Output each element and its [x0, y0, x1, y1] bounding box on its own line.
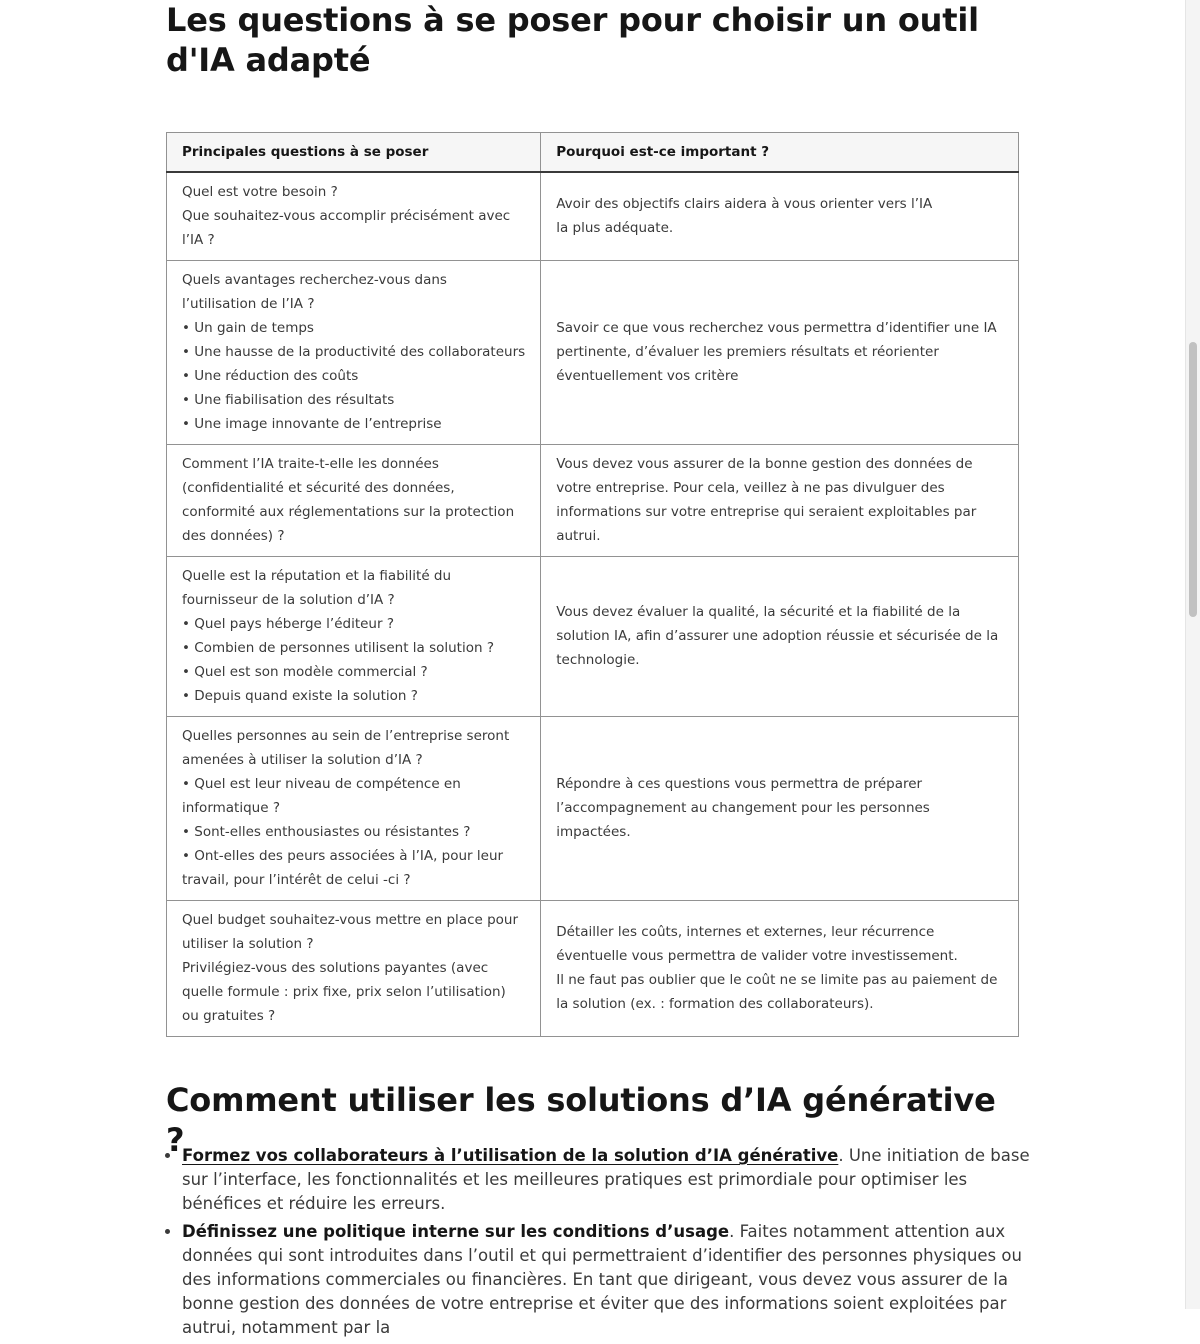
section-title-how-to-use-genai: Comment utiliser les solutions d’IA générative ? [166, 1081, 996, 1159]
cell-line: • Quel est leur niveau de compétence en informatique ? [182, 776, 461, 816]
usage-guidelines-list [166, 1144, 1034, 1344]
cell-line: • Depuis quand existe la solution ? [182, 688, 418, 704]
list-item [182, 1220, 1034, 1340]
table-row [167, 900, 1019, 1036]
cell-line: • Une fiabilisation des résultats [182, 392, 395, 408]
table-header-why: Pourquoi est-ce important ? [541, 133, 1019, 173]
cell-line: • Un gain de temps [182, 320, 314, 336]
cell-line: • Sont-elles enthousiastes ou résistantes ? [182, 824, 471, 840]
vertical-scrollbar[interactable] [1185, 0, 1200, 1309]
cell-line: • Une réduction des coûts [182, 368, 359, 384]
section-title-choose-ai-tool: Les questions à se poser pour choisir un outil d'IA adapté [166, 1, 979, 79]
table-cell-question [167, 716, 541, 900]
cell-line: Quelles personnes au sein de l’entreprise seront amenées à utiliser la solution d’IA ? [182, 728, 510, 768]
cell-line: Vous devez vous assurer de la bonne gestion des données de votre entreprise. Pour cela, veillez à ne pas divulguer des informations sur votre entreprise qui seraient exploitables par autrui. [556, 456, 977, 544]
table-cell-why [541, 716, 1019, 900]
list-item-text: . Une initiation de base sur l’interface, les fonctionnalités et les meilleures pratiques est primordiale pour optimiser les bénéfices et réduire les erreurs. [182, 1146, 1030, 1213]
list-item-lead: Définissez une politique interne sur les conditions d’usage [182, 1222, 730, 1241]
table-cell-question [167, 260, 541, 444]
cell-line: • Une hausse de la productivité des collaborateurs [182, 344, 526, 360]
cell-line: Quels avantages recherchez-vous dans l’utilisation de l’IA ? [182, 272, 447, 312]
table-header-row [167, 133, 1019, 173]
table-cell-why [541, 900, 1019, 1036]
table-cell-why [541, 260, 1019, 444]
cell-line: • Quel est son modèle commercial ? [182, 664, 428, 680]
table-row [167, 444, 1019, 556]
train-collaborators-link[interactable]: Formez vos collaborateurs à l’utilisation de la solution d’IA générative [182, 1146, 839, 1165]
table-cell-question [167, 444, 541, 556]
scrollbar-thumb[interactable] [1189, 342, 1197, 617]
table-row [167, 716, 1019, 900]
cell-line: Savoir ce que vous recherchez vous permettra d’identifier une IA pertinente, d’évaluer les premiers résultats et réorienter éventuellement vos critère [556, 320, 997, 384]
table-cell-why [541, 556, 1019, 716]
questions-table [166, 132, 1019, 1037]
cell-line: Détailler les coûts, internes et externes, leur récurrence éventuelle vous permettra de valider votre investissement. [556, 924, 958, 964]
table-cell-question [167, 172, 541, 260]
table-header-questions: Principales questions à se poser [167, 133, 541, 173]
cell-line: • Combien de personnes utilisent la solution ? [182, 640, 495, 656]
cell-line: • Ont-elles des peurs associées à l’IA, pour leur travail, pour l’intérêt de celui -ci ? [182, 848, 504, 888]
cell-line: Avoir des objectifs clairs aidera à vous orienter vers l’IA [556, 196, 933, 213]
cell-line: la plus adéquate. [556, 220, 674, 237]
table-cell-question [167, 900, 541, 1036]
list-item [182, 1144, 1034, 1216]
cell-line: Répondre à ces questions vous permettra de préparer l’accompagnement au changement pour les personnes impactées. [556, 776, 930, 840]
table-row [167, 172, 1019, 260]
table-row [167, 556, 1019, 716]
table-cell-why [541, 172, 1019, 260]
cell-line: Vous devez évaluer la qualité, la sécurité et la fiabilité de la solution IA, afin d’assurer une adoption réussie et sécurisée de la technologie. [556, 604, 999, 668]
cell-line: • Une image innovante de l’entreprise [182, 416, 442, 432]
cell-line: Quel budget souhaitez-vous mettre en place pour utiliser la solution ? [182, 912, 519, 952]
cell-line: Quelle est la réputation et la fiabilité du fournisseur de la solution d’IA ? [182, 568, 452, 608]
cell-line: Comment l’IA traite-t-elle les données (confidentialité et sécurité des données, conformité aux réglementations sur la protection des données) ? [182, 456, 515, 544]
cell-line: • Quel pays héberge l’éditeur ? [182, 616, 394, 632]
cell-line: Privilégiez-vous des solutions payantes (avec quelle formule : prix fixe, prix selon l’utilisation) ou gratuites ? [182, 960, 506, 1024]
list-item-text: . Faites notamment attention aux données qui sont introduites dans l’outil et qui permettraient d’identifier des personnes physiques ou des informations commerciales ou financières. En tant que dirigeant, vous devez vous assurer de la bonne gestion des données de votre entreprise et éviter que des informations soient exploitées par autrui, notamment par la [182, 1222, 1022, 1337]
cell-line: Il ne faut pas oublier que le coût ne se limite pas au paiement de la solution (ex. : formation des collaborateurs). [556, 972, 998, 1012]
table-cell-why [541, 444, 1019, 556]
table-row [167, 260, 1019, 444]
cell-line: Quel est votre besoin ? [182, 184, 338, 201]
cell-line: Que souhaitez-vous accomplir précisément avec l’IA ? [182, 208, 511, 249]
questions-table-container [166, 132, 1019, 1037]
table-cell-question [167, 556, 541, 716]
